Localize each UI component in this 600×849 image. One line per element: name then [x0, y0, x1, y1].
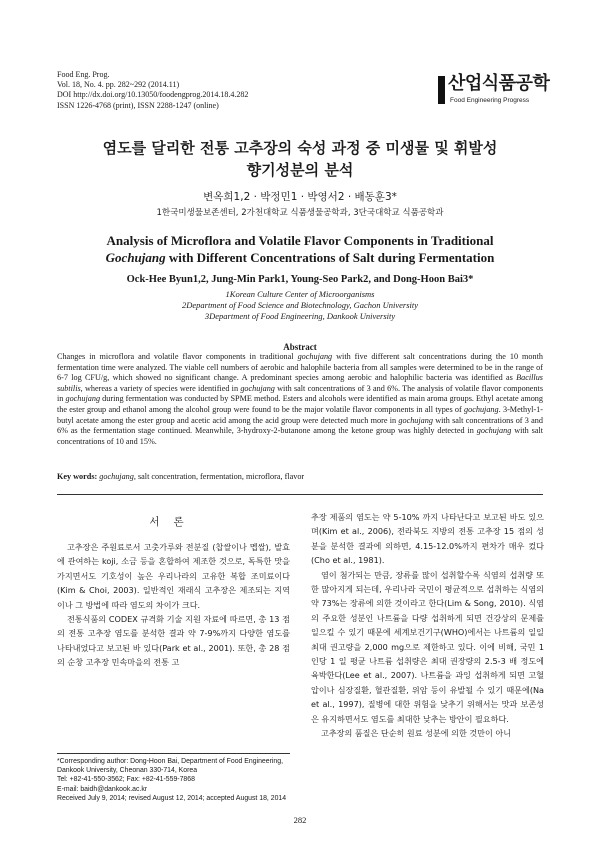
section-divider	[57, 494, 543, 495]
keywords-rest: , salt concentration, fermentation, microflora, flavor	[133, 472, 305, 481]
english-title	[60, 232, 540, 266]
received-dates: Received July 9, 2014; revised August 12, 2014; accepted August 18, 2014	[57, 794, 287, 802]
abstract-text: with salt concentrations of 10 and 15%.	[57, 426, 543, 446]
abstract-text: Changes in microflora and volatile flavor components in traditional	[57, 352, 298, 361]
page-number: 282	[293, 815, 307, 825]
english-affiliations	[60, 289, 540, 322]
affiliation-1: 1Korean Culture Center of Microorganisms	[225, 289, 375, 299]
english-title-italic: Gochujang	[105, 250, 166, 265]
volume-line: Vol. 18, No. 4. pp. 282~292 (2014.11)	[57, 80, 180, 90]
english-title-rest: with Different Concentrations of Salt during Fermentation	[165, 250, 495, 265]
contact-email: E-mail: baidh@dankook.ac.kr	[57, 785, 148, 793]
abstract-italic: gochujang	[398, 415, 433, 425]
paragraph: 추장 제품의 염도는 약 5-10% 까지 나타난다고 보고된 바도 있으며(Kim et al., 2006), 전라북도 지방의 전통 고추장 15 점의 성분을 분석한 결과에 의하면, 4.15-12.0%까지 편차가 매우 컸다(Cho et al., 1981).	[311, 512, 544, 566]
logo-bar-icon	[438, 76, 445, 104]
paragraph: 전통식품의 CODEX 규격화 기술 지원 자료에 따르면, 총 13 점의 전통 고추장 염도를 분석한 결과 약 7-9%까지 다양한 염도를 나타내었다고 보고된 바 있다(Park et al., 2001). 또한, 총 28 점의 순창 고추장 민속마을의 전통 고	[57, 614, 290, 668]
left-column	[57, 540, 290, 670]
english-authors: Ock-Hee Byun1,2, Jung-Min Park1, Young-Seo Park2, and Dong-Hoon Bai3*	[126, 274, 474, 285]
english-title-line-2	[60, 249, 540, 266]
right-column	[311, 510, 544, 741]
abstract-body	[57, 352, 543, 447]
korean-authors: 변옥희1,2 · 박정민1 · 박영서2 · 배동훈3*	[203, 191, 397, 203]
abstract-italic: gochujang	[65, 394, 101, 404]
corresponding-author: *Corresponding author: Dong-Hoon Bai, Department of Food Engineering, Dankook University, Cheonan 330-714, Korea	[57, 758, 283, 775]
section-title: 서론	[149, 516, 198, 528]
korean-title	[60, 137, 540, 181]
abstract-italic: gochujang	[476, 426, 512, 436]
abstract-text: with five different salt concentrations during the 10 month fermentation time were analyzed. The viable cell numbers of aerobic and halophile bacteria from all samples were determined to be in the range of 6-7 log CFU/g, which showed no significant change. A predominant species among aerobic and halophilic bacteria was identified as	[57, 352, 543, 383]
korean-title-line-2: 향기성분의 분석	[246, 161, 354, 179]
keyword-italic: gochujang	[99, 472, 134, 481]
abstract-text: with salt concentrations of 3 and 6%. The analysis of volatile flavor components in	[57, 383, 543, 404]
korean-affiliations: 1한국미생물보존센터, 2가천대학교 식품생물공학과, 3단국대학교 식품공학과	[156, 208, 444, 218]
doi-line: DOI http://dx.doi.org/10.13050/foodengprog.2014.18.4.282	[57, 90, 249, 100]
issn-line: ISSN 1226-4768 (print), ISSN 2288-1247 (online)	[57, 100, 219, 110]
abstract-italic: gochujang	[464, 404, 499, 414]
affiliation-3: 3Department of Food Engineering, Dankook University	[204, 311, 396, 321]
keywords-label: Key words:	[57, 472, 98, 481]
abstract-text: with salt concentrations of 3 and 6% as the fermentation stage continued. Meanwhile, 3-hydroxy-2-butanone among the ketone group was highly detected in	[57, 415, 543, 436]
abstract-text: . 3-Methyl-1-butyl acetate among the ester group and acetic acid among the acid group were detected much more in	[57, 404, 543, 425]
keywords	[57, 472, 543, 483]
paragraph: 염이 첨가되는 만큼, 장류를 많이 섭취할수록 식염의 섭취량 또한 많아지게 되는데, 우리나라 국민이 평균적으로 섭취하는 식염의 약 73%는 장류에 의한 것이라고 한다(Lim & Song, 2010). 식염의 주요한 성분인 나트륨을 다량 섭취하게 되면 건강상의 문제를 일으킬 수 있기 때문에 세계보건기구(WHO)에서는 나트륨의 일일 최대 권고량을 2,000 mg으로 제한하고 있다. 이에 비해, 국민 1 인당 1 일 평균 나트륨 섭취량은 최대 권장량의 2.5-3 배 정도에 육박한다(Lee et al., 2007). 나트륨을 과잉 섭취하게 되면 고혈압이나 심장질환, 혈관질환, 위암 등이 유발될 수 있기 때문에(Na et al., 1997), 질병에 대한 위험을 낮추기 위해서는 맛과 보존성은 유지하면서도 염도를 최대한 낮추는 방안이 필요하다.	[311, 569, 544, 724]
paragraph: 고추장은 주원료로서 고춧가루와 전분질 (찹쌀이나 멥쌀), 발효에 관여하는 koji, 소금 등을 혼합하여 제조한 것으로, 독특한 맛을 가지면서도 기호성이 높은 우리나라의 고유한 복합 조미료이다(Kim & Choi, 2003). 일반적인 재래식 고추장은 제조되는 지역이나 그 방법에 따라 염도의 차이가 크다.	[57, 542, 290, 610]
english-title-line-1: Analysis of Microflora and Volatile Flavor Components in Traditional	[106, 233, 494, 248]
journal-logo	[438, 73, 548, 109]
affiliation-2: 2Department of Food Science and Biotechnology, Gachon University	[181, 300, 419, 310]
korean-title-line-1: 염도를 달리한 전통 고추장의 숙성 과정 중 미생물 및 휘발성	[102, 139, 498, 157]
logo-english-text: Food Engineering Progress	[450, 97, 530, 104]
journal-header	[57, 70, 357, 111]
abstract-italic: Bacillus subtilis	[57, 373, 543, 393]
journal-name: Food Eng. Prog.	[57, 70, 110, 79]
abstract-italic: gochujang	[240, 383, 275, 393]
abstract-text: , whereas a variety of species were identified in	[80, 383, 241, 393]
footnote	[57, 757, 290, 803]
logo-korean-text: 산업식품공학	[448, 73, 550, 94]
contact-phone: Tel: +82-41-550-3562; Fax: +82-41-559-7868	[57, 776, 195, 784]
paragraph: 고추장의 품질은 단순히 원료 성분에 의한 것만이 아니	[321, 728, 512, 739]
abstract-italic: gochujang	[297, 352, 333, 361]
abstract-heading: Abstract	[283, 342, 317, 352]
abstract-text: during fermentation was conducted by SPME method. Esters and alcohols were identified as main aroma groups. Ethyl acetate among the ester group and ethanol among the alcohol group were found to be the major volatile flavor components in all types of	[57, 394, 543, 414]
footnote-divider	[57, 753, 290, 754]
